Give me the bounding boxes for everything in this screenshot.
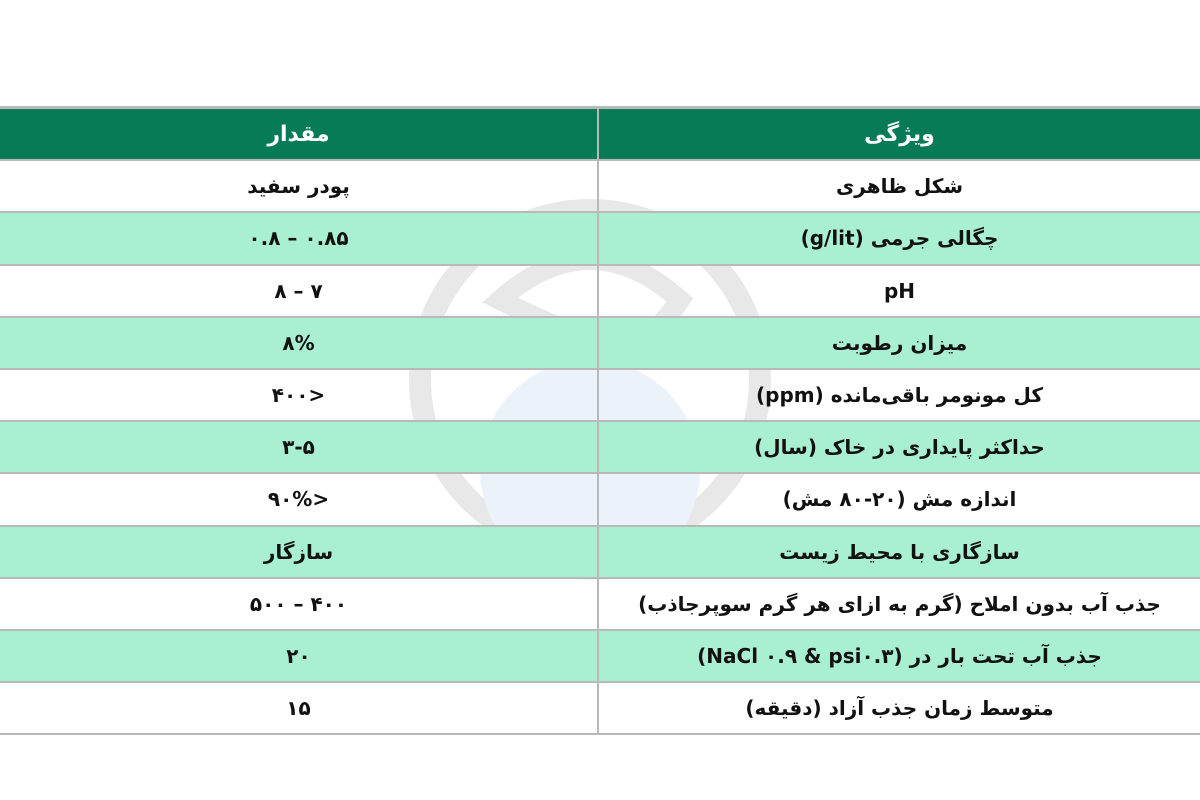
property-cell: متوسط زمان جذب آزاد (دقیقه) <box>745 696 1054 721</box>
value-cell: ۳-۵ <box>0 422 599 472</box>
header-value: مقدار <box>0 109 599 159</box>
value-cell: ۰.۸ – ۰.۸۵ <box>0 213 599 263</box>
property-cell: کل مونومر باقی‌مانده (ppm) <box>755 383 1044 408</box>
value-cell: سازگار <box>0 527 599 577</box>
table-row <box>0 370 1200 422</box>
value-cell: ۹۰%> <box>0 474 599 524</box>
property-cell: حداکثر پایداری در خاک (سال) <box>754 435 1045 460</box>
value-cell: ۱۵ <box>0 683 599 733</box>
table-row <box>0 474 1200 526</box>
table-row <box>0 631 1200 683</box>
property-cell: شکل ظاهری <box>835 174 964 199</box>
properties-table <box>0 106 1200 735</box>
property-cell: جذب آب بدون املاح (گرم به ازای هر گرم سوپرجاذب) <box>638 591 1161 616</box>
property-cell: میزان رطوبت <box>831 330 968 355</box>
table-row <box>0 213 1200 265</box>
table-row <box>0 527 1200 579</box>
table-row <box>0 318 1200 370</box>
value-cell: ۲۰ <box>0 631 599 681</box>
value-cell: پودر سفید <box>0 161 599 211</box>
table-row <box>0 266 1200 318</box>
table-row <box>0 683 1200 735</box>
property-cell: اندازه مش (۲۰-۸۰ مش) <box>782 487 1017 512</box>
property-cell: چگالی جرمی (g/lit) <box>800 226 999 251</box>
table-row <box>0 161 1200 213</box>
table-row <box>0 422 1200 474</box>
property-cell: سازگاری با محیط زیست <box>779 539 1020 564</box>
header-property: ویژگی <box>864 121 935 147</box>
table-row <box>0 579 1200 631</box>
value-cell: ۸% <box>0 318 599 368</box>
property-cell: pH <box>883 278 916 303</box>
value-cell: ۵۰۰ – ۴۰۰ <box>0 579 599 629</box>
table-header <box>0 109 1200 161</box>
value-cell: ۸ – ۷ <box>0 266 599 316</box>
value-cell: ۴۰۰> <box>0 370 599 420</box>
property-cell: جذب آب تحت بار در (NaCl ۰.۹ & psi۰.۳) <box>697 643 1102 668</box>
